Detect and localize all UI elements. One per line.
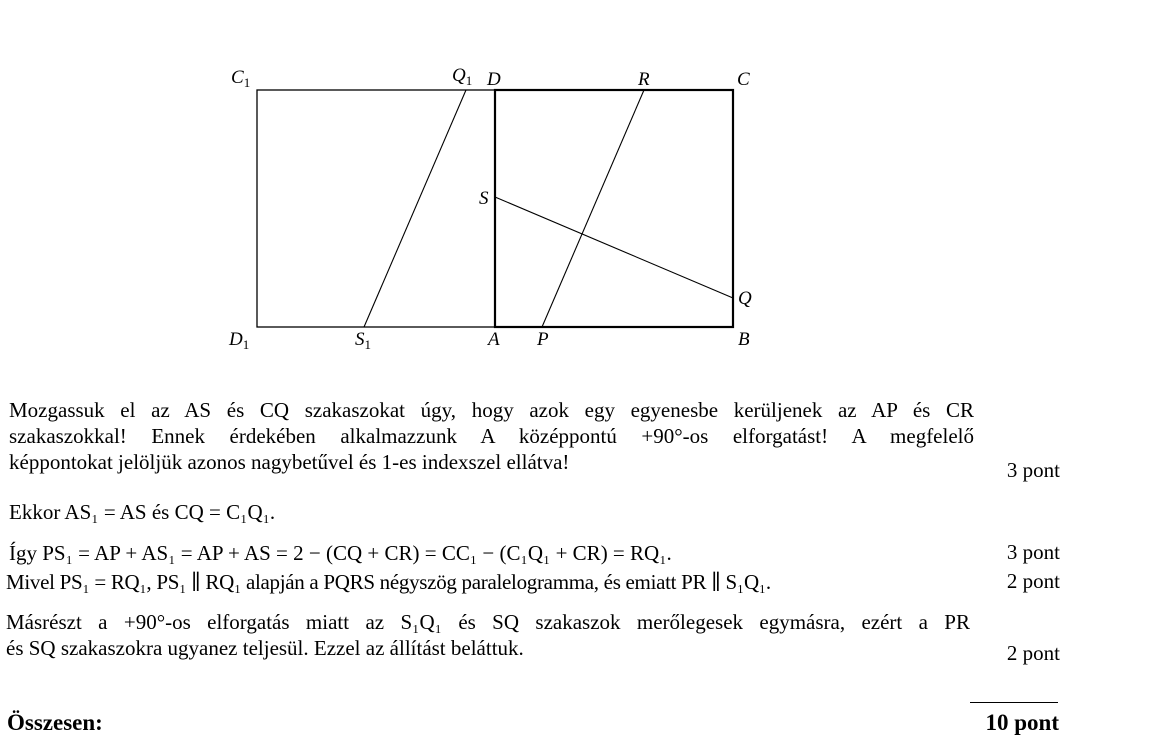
solution-paragraph-3: Így PS₁ = AP + AS₁ = AP + AS = 2 − (CQ + CR) = CC₁ − (C₁Q₁ + CR) = RQ₁. [9,541,672,565]
paragraph-5-line-2: és SQ szakaszokra ugyanez teljesül. Ezzel az állítást beláttuk. [6,636,524,660]
solution-paragraph-1 [9,397,974,475]
label-s1: $S_1$ [355,329,371,352]
points-paragraph-3: 3 pont [1006,540,1060,564]
total-rule [970,702,1058,703]
paragraph-1-line-3: képpontokat jelöljük azonos nagybetűvel és 1-es indexszel ellátva! [9,450,570,474]
label-s: S [479,188,489,209]
label-q1: $Q_1$ [452,65,473,88]
total-points: 10 pont [985,710,1059,735]
label-c1: $C_1$ [231,67,251,90]
paragraph-1-line-2: szakaszokkal! Ennek érdekében alkalmazzunk A középpontú +90°-os elforgatást! A megfelelő [9,424,974,448]
points-paragraph-4: 2 pont [1006,569,1060,593]
label-r: R [638,69,650,90]
label-d: D [487,69,501,90]
points-paragraph-1: 3 pont [1006,458,1060,482]
segment-pr [542,90,644,327]
label-b: B [738,329,750,350]
square-abcd [495,90,733,327]
points-paragraph-5: 2 pont [1006,641,1060,665]
solution-paragraph-2: Ekkor AS₁ = AS és CQ = C₁Q₁. [9,500,276,524]
label-d1: $D_1$ [229,329,250,352]
solution-paragraph-5 [6,609,970,661]
label-p: P [537,329,549,350]
total-label: Összesen: [7,710,103,735]
label-c: C [737,69,750,90]
solution-paragraph-4: Mivel PS₁ = RQ₁, PS₁ ∥ RQ₁ alapján a PQRS négyszög paralelogramma, és emiatt PR ∥ S₁Q₁. [6,570,771,594]
label-a: A [488,329,500,350]
label-q: Q [738,288,752,309]
paragraph-5-line-1: Másrészt a +90°-os elforgatás miatt az S₁Q₁ és SQ szakaszok merőlegesek egymásra, ezért a PR [6,610,970,634]
rotated-square [257,90,495,327]
paragraph-1-line-1: Mozgassuk el az AS és CQ szakaszokat úgy, hogy azok egy egyenesbe kerüljenek az AP és CR [9,398,974,422]
geometry-figure [0,0,1156,370]
segment-sq [495,197,733,298]
segment-s1q1 [364,90,466,327]
